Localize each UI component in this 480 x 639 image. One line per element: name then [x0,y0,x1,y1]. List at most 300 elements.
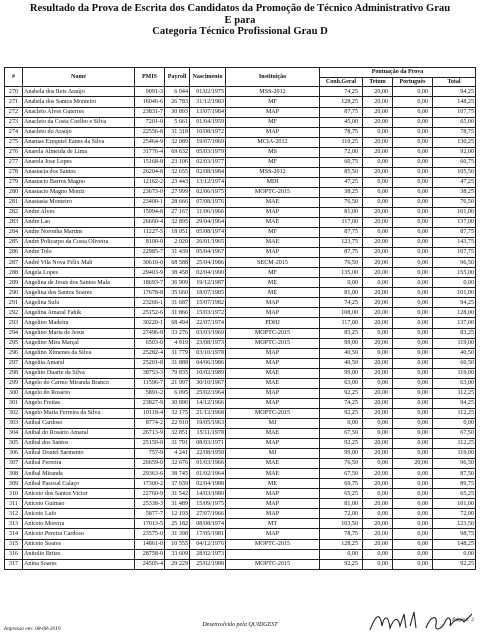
conh-geral-cell: 123,75 [320,238,363,248]
birthdate-cell: 19/07/1969 [190,137,226,147]
conh-geral-cell: 67,50 [320,429,363,439]
pmis-cell: 23831-7 [135,107,165,117]
payroll-cell: 21 997 [165,378,190,388]
pmis-cell: 11596-7 [135,378,165,388]
tetum-cell: 20,00 [363,167,393,177]
institution-cell: MOPTC-2015 [226,559,320,569]
row-number: 298 [5,368,23,378]
table-row [5,308,476,318]
total-cell: 76,50 [433,197,476,207]
portugues-cell: 0,00 [393,308,433,318]
conh-geral-cell: 78,75 [320,127,363,137]
header-total: Total [433,78,476,87]
candidate-name: André Policarpo da Costa Oliveira [23,238,135,248]
candidate-name: Anastacio Magno Moniz [23,187,135,197]
row-number: 317 [5,559,23,569]
pmis-cell: 25282-4 [135,348,165,358]
candidate-name: Angelina Sufa [23,298,135,308]
portugues-cell: 0,00 [393,117,433,127]
table-row [5,258,476,268]
pmis-cell: 14861-0 [135,539,165,549]
pmis-cell: 22985-7 [135,248,165,258]
institution-cell: MAP [226,298,320,308]
total-cell: 65,25 [433,489,476,499]
table-row [5,187,476,197]
table-row [5,157,476,167]
birthdate-cell: 29/04/1964 [190,218,226,228]
pmis-cell: 18693-7 [135,278,165,288]
payroll-cell: 36 909 [165,278,190,288]
conh-geral-cell: 83,25 [320,328,363,338]
portugues-cell: 0,00 [393,258,433,268]
conh-geral-cell: 78,75 [320,529,363,539]
pmis-cell: 9091-3 [135,87,165,97]
birthdate-cell: 03/10/1978 [190,348,226,358]
birthdate-cell: 22/07/1974 [190,318,226,328]
row-number: 311 [5,499,23,509]
row-number: 301 [5,398,23,408]
total-cell: 155,00 [433,268,476,278]
total-cell: 119,00 [433,338,476,348]
table-row [5,429,476,439]
table-row [5,87,476,97]
pmis-cell: 5877-7 [135,509,165,519]
payroll-cell: 27 999 [165,187,190,197]
birthdate-cell: 30/10/1967 [190,378,226,388]
tetum-cell: 20,00 [363,288,393,298]
conh-geral-cell: 60,75 [320,157,363,167]
row-number: 303 [5,418,23,428]
conh-geral-cell: 99,00 [320,449,363,459]
total-cell: 112,25 [433,439,476,449]
tetum-cell: 0,00 [363,228,393,238]
birthdate-cell: 23/08/1973 [190,338,226,348]
table-row [5,228,476,238]
pmis-cell: 28758-0 [135,549,165,559]
conh-geral-cell: 81,00 [320,207,363,217]
candidate-name: Aniceto Guimao [23,499,135,509]
tetum-cell: 20,00 [363,147,393,157]
institution-cell: MAP [226,127,320,137]
portugues-cell: 0,00 [393,207,433,217]
candidate-name: Ângelo do Carmo Miranda Branco [23,378,135,388]
birthdate-cell: 01/02/1964 [190,469,226,479]
total-cell: 107,75 [433,248,476,258]
institution-cell: MSS-2012 [226,87,320,97]
pmis-cell: 8100-0 [135,238,165,248]
candidate-name: Angelina de Jesus dos Santos Mala [23,278,135,288]
portugues-cell: 0,00 [393,218,433,228]
birthdate-cell: 02/08/1984 [190,167,226,177]
header-tetum: Tetum [363,78,393,87]
tetum-cell: 20,00 [363,137,393,147]
payroll-cell: 31 687 [165,298,190,308]
pmis-cell: 8774-2 [135,418,165,428]
candidate-name: Angelino Ximenes da Silva [23,348,135,358]
candidate-name: Anabela dos Santos Monteiro [23,97,135,107]
total-cell: 101,00 [433,499,476,509]
payroll-cell: 27 167 [165,207,190,217]
portugues-cell: 0,00 [393,539,433,549]
payroll-cell: 31 439 [165,248,190,258]
total-cell: 94,25 [433,298,476,308]
payroll-cell: 32 895 [165,218,190,228]
birthdate-cell: 26/01/1965 [190,238,226,248]
pmis-cell: 17013-5 [135,519,165,529]
conh-geral-cell: 128,25 [320,97,363,107]
tetum-cell: 20,00 [363,308,393,318]
birthdate-cell: 07/08/1976 [190,197,226,207]
pmis-cell: 25464-9 [135,137,165,147]
table-row [5,238,476,248]
table-row [5,368,476,378]
candidate-name: Aniceto Lafo [23,509,135,519]
conh-geral-cell: 81,00 [320,288,363,298]
institution-cell: MAP [226,248,320,258]
row-number: 308 [5,469,23,479]
pmis-cell: 17300-2 [135,479,165,489]
tetum-cell: 20,00 [363,499,393,509]
pmis-cell: 31776-4 [135,147,165,157]
payroll-cell: 6 044 [165,87,190,97]
table-row [5,207,476,217]
table-row [5,459,476,469]
tetum-cell: 20,00 [363,479,393,489]
payroll-cell: 38 745 [165,469,190,479]
row-number: 295 [5,338,23,348]
pmis-cell: 27496-8 [135,328,165,338]
tetum-cell: 0,00 [363,489,393,499]
row-number: 276 [5,147,23,157]
total-cell: 119,00 [433,449,476,459]
payroll-cell: 31 791 [165,439,190,449]
payroll-cell: 37 039 [165,479,190,489]
tetum-cell: 20,00 [363,207,393,217]
institution-cell: MAE [226,368,320,378]
pmis-cell: 12162-2 [135,177,165,187]
conh-geral-cell: 74,25 [320,398,363,408]
payroll-cell: 68 588 [165,258,190,268]
total-cell: 92,00 [433,147,476,157]
candidate-name: Andre Lao [23,218,135,228]
conh-geral-cell: 74,25 [320,298,363,308]
row-number: 291 [5,298,23,308]
payroll-cell: 23 443 [165,177,190,187]
table-row [5,268,476,278]
total-cell: 89,75 [433,479,476,489]
total-cell: 128,00 [433,308,476,318]
institution-cell: MAP [226,489,320,499]
birthdate-cell: 15/03/1972 [190,308,226,318]
pmis-cell: 10118-4 [135,408,165,418]
institution-cell: PDHJ [226,318,320,328]
tetum-cell: 0,00 [363,559,393,569]
payroll-cell: 32 676 [165,459,190,469]
total-cell: 112,25 [433,408,476,418]
birthdate-cell: 15/09/1975 [190,499,226,509]
conh-geral-cell: 117,00 [320,218,363,228]
row-number: 281 [5,197,23,207]
candidate-name: Angelo do Rosário [23,388,135,398]
birthdate-cell: 02/03/1977 [190,157,226,167]
header-payroll: Payroll [165,68,190,87]
candidate-name: Anibal Cardoso [23,418,135,428]
pmis-cell: 22556-8 [135,127,165,137]
birthdate-cell: 05/08/1974 [190,228,226,238]
payroll-cell: 68 494 [165,318,190,328]
pmis-cell: 15994-8 [135,207,165,217]
candidate-name: Anabela dos Reis Araújo [23,87,135,97]
conh-geral-cell: 99,00 [320,368,363,378]
institution-cell: MOPTC-2015 [226,187,320,197]
candidate-name: Anastasia Monteiro [23,197,135,207]
portugues-cell: 0,00 [393,418,433,428]
payroll-cell: 2 020 [165,238,190,248]
institution-cell: MAP [226,107,320,117]
conh-geral-cell: 69,75 [320,479,363,489]
payroll-cell: 31 318 [165,127,190,137]
candidate-name: Angelo Maria Ferreira da Silva [23,408,135,418]
tetum-cell: 0,00 [363,549,393,559]
total-cell: 83,25 [433,328,476,338]
candidate-name: Angelino Maria de Jesus [23,328,135,338]
conh-geral-cell: 72,00 [320,509,363,519]
conh-geral-cell: 0,00 [320,418,363,428]
conh-geral-cell: 38,25 [320,187,363,197]
tetum-cell: 20,00 [363,358,393,368]
institution-cell: MF [226,97,320,107]
institution-cell: MOPTC-2015 [226,328,320,338]
total-cell: 130,25 [433,137,476,147]
payroll-cell: 32 851 [165,429,190,439]
conh-geral-cell: 67,50 [320,469,363,479]
payroll-cell: 31 489 [165,499,190,509]
portugues-cell: 0,00 [393,97,433,107]
row-number: 280 [5,187,23,197]
pmis-cell: 7201-0 [135,117,165,127]
row-number: 288 [5,268,23,278]
pmis-cell: 23266-1 [135,298,165,308]
total-cell: 123,50 [433,519,476,529]
tetum-cell: 0,00 [363,509,393,519]
institution-cell: MOPTC-2015 [226,539,320,549]
pmis-cell: 26204-8 [135,167,165,177]
total-cell: 96,50 [433,459,476,469]
conh-geral-cell: 0,00 [320,278,363,288]
total-cell: 101,00 [433,288,476,298]
table-row [5,408,476,418]
tetum-cell: 0,00 [363,328,393,338]
header-pontuacao: Pontuação da Prova [320,68,476,78]
payroll-cell: 69 632 [165,147,190,157]
institution-cell: MOPTC-2015 [226,338,320,348]
conh-geral-cell: 0,00 [320,549,363,559]
header-conh-geral: Conh.Geral [320,78,363,87]
page-number: Página: 2 [452,617,474,623]
tetum-cell: 0,00 [363,459,393,469]
candidate-name: Angelina Amaral Fahik [23,308,135,318]
conh-geral-cell: 103,50 [320,519,363,529]
header-portugues: Português [393,78,433,87]
portugues-cell: 0,00 [393,298,433,308]
table-row [5,388,476,398]
tetum-cell: 20,00 [363,268,393,278]
handwritten-signature [368,606,478,636]
candidate-name: Angelito Duarte da Silva [23,368,135,378]
payroll-cell: 33 276 [165,328,190,338]
candidate-name: Anacleto da Costa Coelho e Silva [23,117,135,127]
institution-cell: ME [226,278,320,288]
title-line-3: Categoria Técnico Profissional Grau D [152,26,328,37]
birthdate-cell: 01/03/1966 [190,459,226,469]
pmis-cell: 16046-6 [135,97,165,107]
row-number: 287 [5,258,23,268]
portugues-cell: 0,00 [393,228,433,238]
header-num: # [5,68,23,87]
pmis-cell: 17678-8 [135,288,165,298]
birthdate-cell: 04/06/1986 [190,358,226,368]
payroll-cell: 4 919 [165,338,190,348]
birthdate-cell: 15/07/1982 [190,298,226,308]
tetum-cell: 20,00 [363,398,393,408]
conh-geral-cell: 47,25 [320,177,363,187]
table-row [5,509,476,519]
table-row [5,328,476,338]
total-cell: 101,00 [433,207,476,217]
header-instituicao: Instituição [226,68,320,87]
conh-geral-cell: 110,25 [320,137,363,147]
conh-geral-cell: 40,50 [320,348,363,358]
portugues-cell: 0,00 [393,559,433,569]
birthdate-cell: 11/06/1966 [190,207,226,217]
portugues-cell: 0,00 [393,278,433,288]
total-cell: 63,00 [433,378,476,388]
institution-cell: MT [226,519,320,529]
payroll-cell: 6 095 [165,388,190,398]
table-row [5,97,476,107]
payroll-cell: 29 229 [165,559,190,569]
institution-cell: MSS-2012 [226,167,320,177]
pmis-cell: 11227-5 [135,228,165,238]
row-number: 292 [5,308,23,318]
header-pmis: PMIS [135,68,165,87]
total-cell: 105,50 [433,167,476,177]
tetum-cell: 20,00 [363,539,393,549]
portugues-cell: 0,00 [393,238,433,248]
birthdate-cell: 08/03/1971 [190,439,226,449]
total-cell: 0,00 [433,278,476,288]
pmis-cell: 23673-0 [135,187,165,197]
table-row [5,167,476,177]
candidate-name: Anarela Almeida de Lima [23,147,135,157]
row-number: 279 [5,177,23,187]
payroll-cell: 33 609 [165,549,190,559]
portugues-cell: 0,00 [393,338,433,348]
birthdate-cell: 02/06/1975 [190,187,226,197]
candidate-name: Anacleto do Araújo [23,127,135,137]
institution-cell: MCIA-2012 [226,137,320,147]
payroll-cell: 10 555 [165,539,190,549]
candidate-name: Aniceto Pereira Cardoso [23,529,135,539]
table-row [5,519,476,529]
portugues-cell: 0,00 [393,268,433,278]
conh-geral-cell: 92,25 [320,439,363,449]
table-row [5,479,476,489]
row-number: 272 [5,107,23,117]
title-line-2: E para [224,14,256,26]
payroll-cell: 31 866 [165,308,190,318]
portugues-cell: 0,00 [393,167,433,177]
birthdate-cell: 08/08/1974 [190,519,226,529]
tetum-cell: 20,00 [363,97,393,107]
portugues-cell: 0,00 [393,388,433,398]
portugues-cell: 0,00 [393,439,433,449]
candidate-name: Aníbal Doutel Sarmento [23,449,135,459]
portugues-cell: 0,00 [393,157,433,167]
pmis-cell: 38753-3 [135,368,165,378]
row-number: 296 [5,348,23,358]
conh-geral-cell: 76,50 [320,459,363,469]
payroll-cell: 31 888 [165,358,190,368]
tetum-cell: 20,00 [363,248,393,258]
row-number: 305 [5,439,23,449]
row-number: 297 [5,358,23,368]
birthdate-cell: 27/07/1966 [190,509,226,519]
portugues-cell: 0,00 [393,449,433,459]
total-cell: 40,50 [433,348,476,358]
total-cell: 137,00 [433,218,476,228]
row-number: 293 [5,318,23,328]
conh-geral-cell: 81,00 [320,499,363,509]
table-row [5,177,476,187]
portugues-cell: 0,00 [393,509,433,519]
conh-geral-cell: 117,00 [320,318,363,328]
conh-geral-cell: 99,00 [320,338,363,348]
total-cell: 38,25 [433,187,476,197]
candidate-name: Anibal dos Santos [23,439,135,449]
total-cell: 96,50 [433,258,476,268]
table-row [5,318,476,328]
tetum-cell: 0,00 [363,418,393,428]
candidate-name: Angela Lopes [23,268,135,278]
birthdate-cell: 03/03/1969 [190,328,226,338]
total-cell: 78,75 [433,127,476,137]
portugues-cell: 0,00 [393,348,433,358]
tetum-cell: 20,00 [363,529,393,539]
portugues-cell: 0,00 [393,479,433,489]
birthdate-cell: 19/05/1963 [190,418,226,428]
portugues-cell: 0,00 [393,187,433,197]
table-row [5,539,476,549]
results-table-body [5,87,476,569]
birthdate-cell: 10/02/1989 [190,368,226,378]
candidate-name: Angelo Freitas [23,398,135,408]
total-cell: 112,25 [433,388,476,398]
pmis-cell: 23827-9 [135,398,165,408]
birthdate-cell: 14/03/1980 [190,489,226,499]
payroll-cell: 23 106 [165,157,190,167]
payroll-cell: 32 175 [165,408,190,418]
birthdate-cell: 04/12/1976 [190,539,226,549]
document-title [0,3,480,38]
row-number: 289 [5,278,23,288]
row-number: 312 [5,509,23,519]
row-number: 270 [5,87,23,97]
conh-geral-cell: 135,00 [320,268,363,278]
payroll-cell: 5 661 [165,117,190,127]
institution-cell: MAP [226,398,320,408]
total-cell: 47,25 [433,177,476,187]
